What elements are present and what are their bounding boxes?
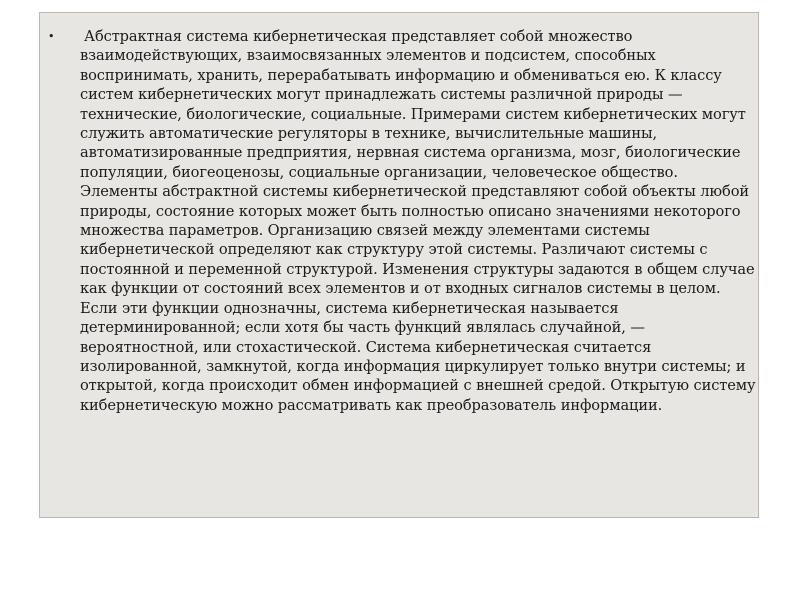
text-box xyxy=(39,12,759,518)
body-paragraph: Абстрактная система кибернетическая представляет собой множество взаимодействующих, взаимосвязанных элементов и подсистем, способных воспринимать, хранить, перерабатывать информацию и обмениваться ею. К классу систем кибернетических могут принадлежать системы различной природы — технические, биологические, социальные. Примерами систем кибернетических могут служить автоматические регуляторы в технике, вычислительные машины, автоматизированные предприятия, нервная система организма, мозг, биологические популяции, биогеоценозы, социальные организации, человеческое общество. Элементы абстрактной системы кибернетической представляют собой объекты любой природы, состояние которых может быть полностью описано значениями некоторого множества параметров. Организацию связей между элементами системы кибернетической определяют как структуру этой системы. Различают системы с постоянной и переменной структурой. Изменения структуры задаются в общем случае как функции от состояний всех элементов и от входных сигналов системы в целом. Если эти функции однозначны, система кибернетическая называется детерминированной; если хотя бы часть функций являлась случайной, — вероятностной, или стохастической. Система кибернетическая считается изолированной, замкнутой, когда информация циркулирует только внутри системы; и открытой, когда происходит обмен информацией с внешней средой. Открытую систему кибернетическую можно рассматривать как преобразователь информации. xyxy=(80,28,756,414)
bullet-point: • xyxy=(48,30,55,43)
